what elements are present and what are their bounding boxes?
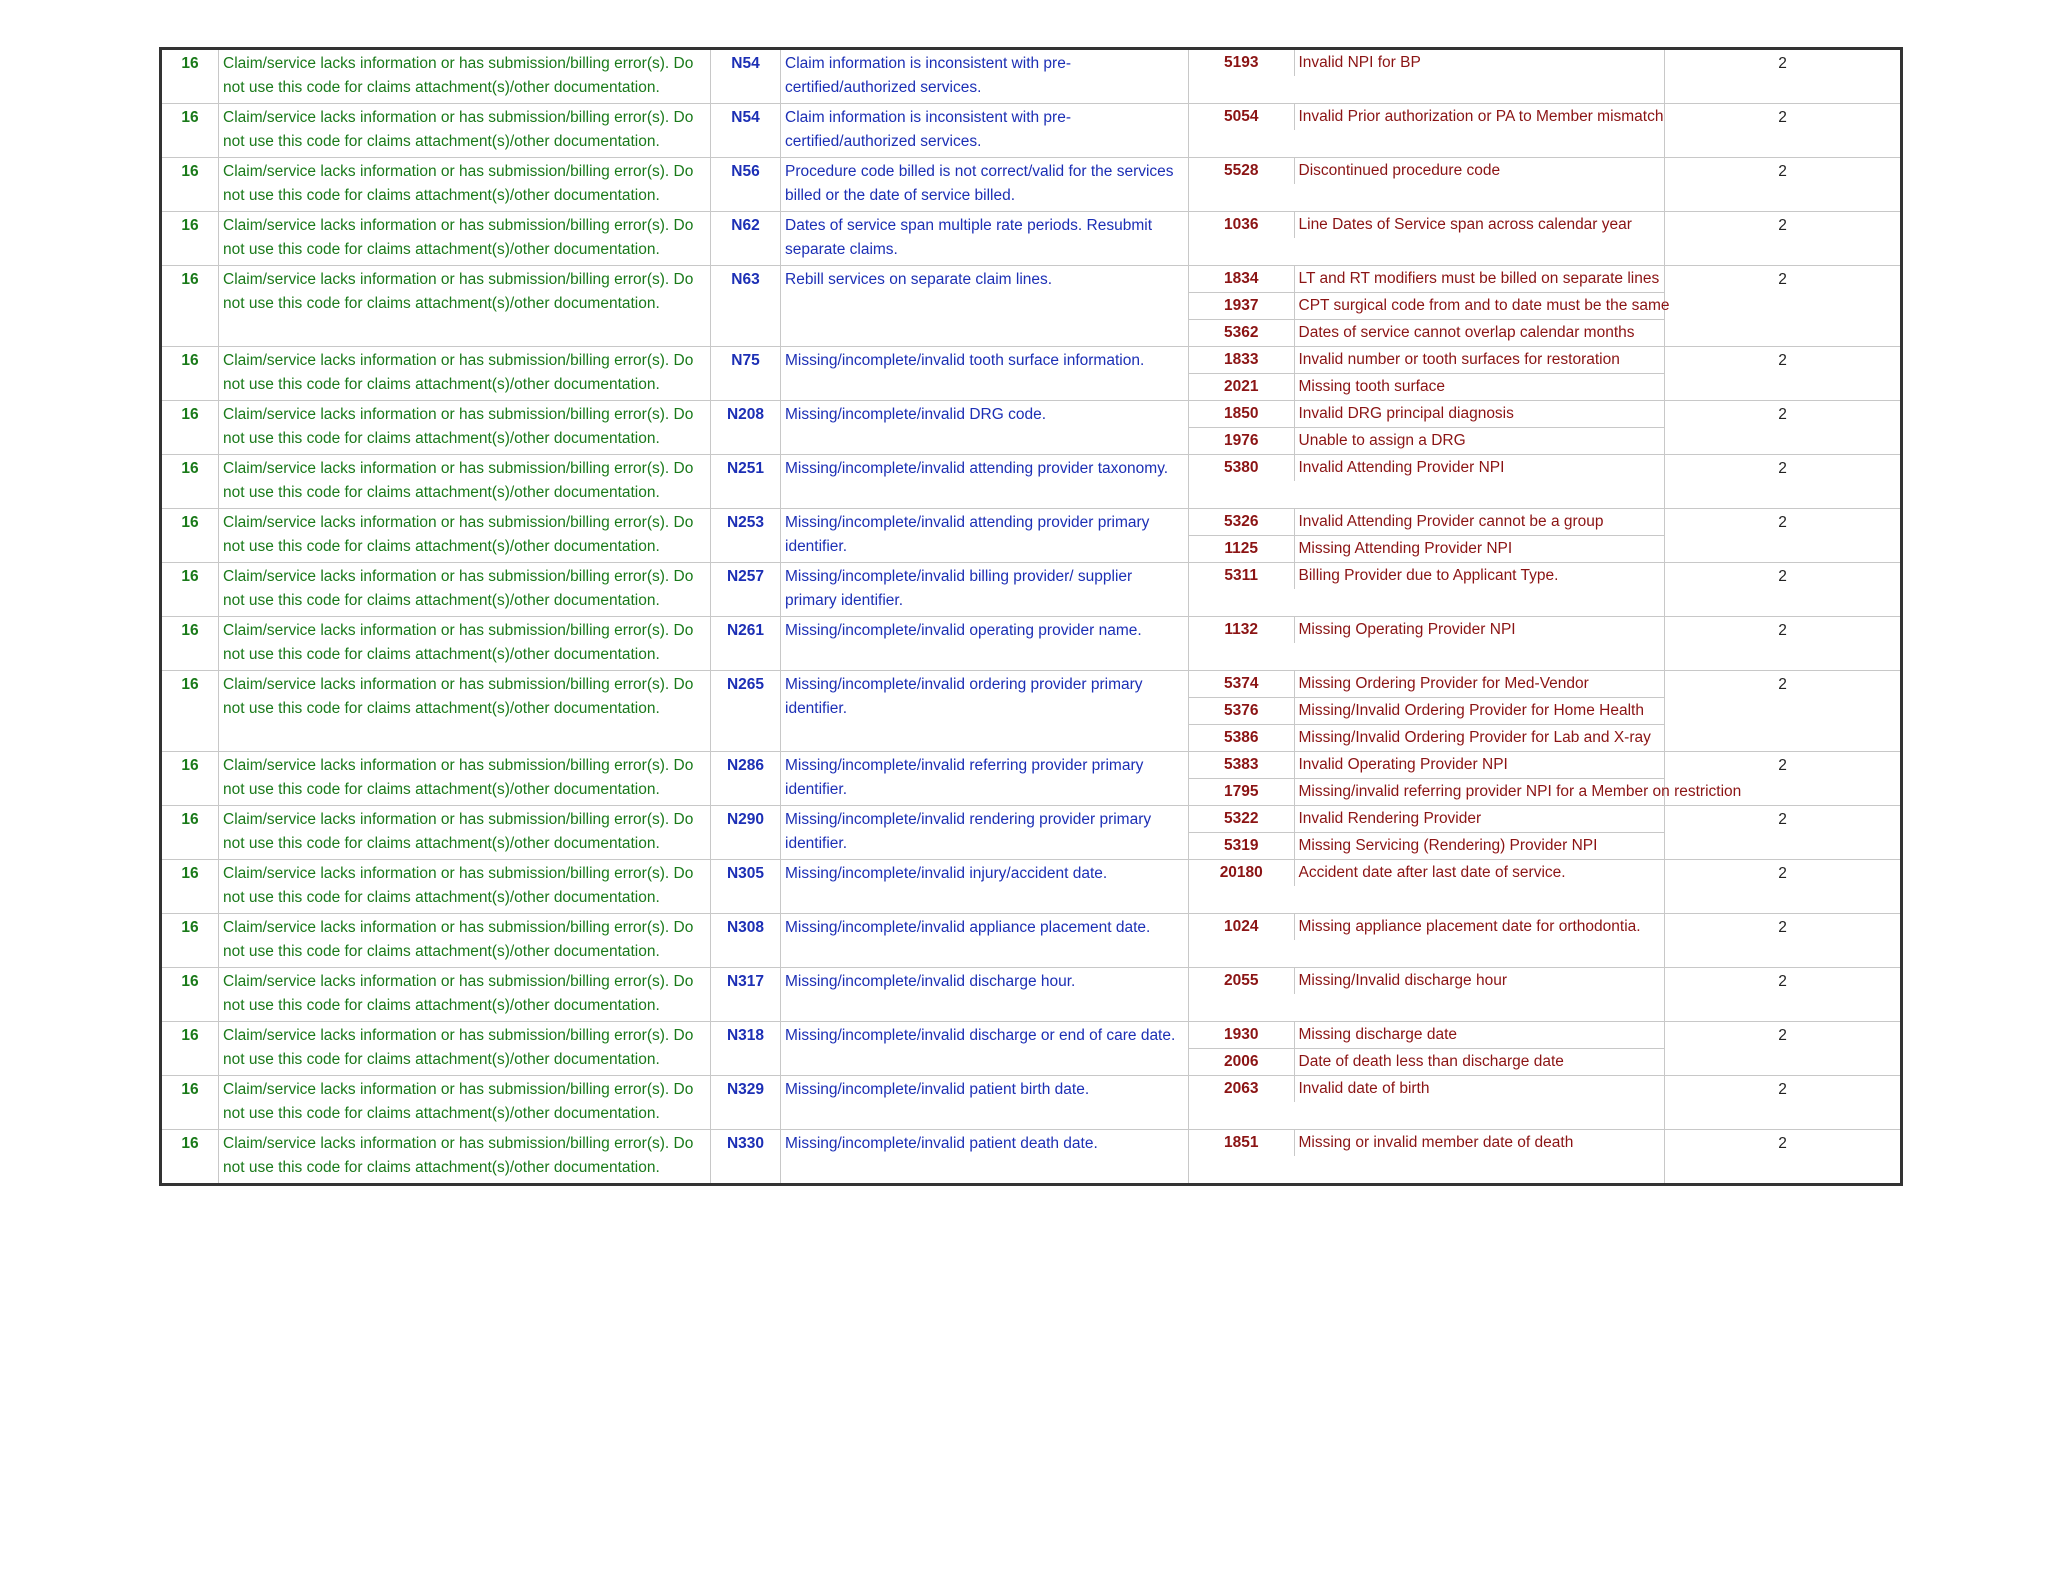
edit-item (1189, 779, 1664, 806)
rarc-code: N305 (711, 860, 781, 914)
rarc-code: N54 (711, 49, 781, 104)
edit-list-cell (1189, 752, 1742, 806)
group-code: 2 (1665, 49, 1902, 104)
edit-item (1189, 806, 1664, 833)
edit-description: Invalid Attending Provider NPI (1298, 459, 1505, 476)
edit-description: Missing or invalid member date of death (1298, 1134, 1574, 1151)
edit-list (1189, 806, 1664, 859)
edit-code: 1851 (1189, 1130, 1294, 1156)
carc-code: 16 (161, 617, 219, 671)
carc-description: Claim/service lacks information or has submission/billing error(s). Do not use this code for claims attachment(s)/other documentation. (219, 104, 711, 158)
carc-description: Claim/service lacks information or has submission/billing error(s). Do not use this code for claims attachment(s)/other documentation. (219, 158, 711, 212)
edit-item (1189, 1130, 1664, 1156)
edit-item (1189, 698, 1664, 725)
edit-code: 5319 (1189, 833, 1294, 860)
edit-list (1189, 104, 1664, 130)
carc-description: Claim/service lacks information or has submission/billing error(s). Do not use this code for claims attachment(s)/other documentation. (219, 806, 711, 860)
carc-description: Claim/service lacks information or has submission/billing error(s). Do not use this code for claims attachment(s)/other documentation. (219, 914, 711, 968)
edit-list (1189, 671, 1664, 751)
edit-list-cell (1189, 968, 1665, 1022)
edit-list (1189, 401, 1664, 454)
carc-description: Claim/service lacks information or has submission/billing error(s). Do not use this code for claims attachment(s)/other documentation. (219, 455, 711, 509)
carc-description: Claim/service lacks information or has submission/billing error(s). Do not use this code for claims attachment(s)/other documentation. (219, 212, 711, 266)
edit-item (1189, 455, 1664, 481)
group-code: 2 (1665, 104, 1902, 158)
edit-code: 1795 (1189, 779, 1294, 806)
edit-list-cell (1189, 509, 1665, 563)
edit-code: 1125 (1189, 536, 1294, 563)
rarc-code: N318 (711, 1022, 781, 1076)
edit-code: 5362 (1189, 320, 1294, 347)
carc-code: 16 (161, 455, 219, 509)
edit-item (1189, 212, 1664, 238)
edit-code: 2063 (1189, 1076, 1294, 1102)
table-row (161, 752, 1902, 806)
carc-code: 16 (161, 212, 219, 266)
edit-code: 5386 (1189, 725, 1294, 752)
edit-list (1189, 347, 1664, 400)
carc-code: 16 (161, 806, 219, 860)
edit-list-cell (1189, 347, 1665, 401)
group-code: 2 (1665, 158, 1902, 212)
table-row (161, 104, 1902, 158)
edit-list (1189, 509, 1664, 562)
edit-code: 2021 (1189, 374, 1294, 401)
table-row (161, 1130, 1902, 1185)
edit-item (1189, 266, 1664, 293)
table-row (161, 347, 1902, 401)
table-row (161, 509, 1902, 563)
rarc-description: Missing/incomplete/invalid rendering provider primary identifier. (781, 806, 1189, 860)
rarc-description: Missing/incomplete/invalid DRG code. (781, 401, 1189, 455)
carc-code: 16 (161, 401, 219, 455)
edit-description: Billing Provider due to Applicant Type. (1298, 567, 1559, 584)
edit-list (1189, 158, 1664, 184)
rarc-code: N208 (711, 401, 781, 455)
edit-item (1189, 293, 1664, 320)
carc-code: 16 (161, 563, 219, 617)
edit-item (1189, 374, 1664, 401)
rarc-code: N265 (711, 671, 781, 752)
carc-description: Claim/service lacks information or has submission/billing error(s). Do not use this code for claims attachment(s)/other documentation. (219, 671, 711, 752)
rarc-code: N330 (711, 1130, 781, 1185)
carc-description: Claim/service lacks information or has submission/billing error(s). Do not use this code for claims attachment(s)/other documentation. (219, 266, 711, 347)
rarc-description: Missing/incomplete/invalid ordering provider primary identifier. (781, 671, 1189, 752)
edit-code: 1937 (1189, 293, 1294, 320)
table-row (161, 401, 1902, 455)
edit-item (1189, 104, 1664, 130)
group-code: 2 (1665, 617, 1902, 671)
rarc-description: Missing/incomplete/invalid discharge hour. (781, 968, 1189, 1022)
edit-code: 5374 (1189, 671, 1294, 698)
carc-code: 16 (161, 509, 219, 563)
edit-item (1189, 158, 1664, 184)
edit-description: Missing Operating Provider NPI (1298, 621, 1516, 638)
rarc-code: N308 (711, 914, 781, 968)
edit-code: 1132 (1189, 617, 1294, 643)
edit-list (1189, 1076, 1664, 1102)
group-code: 2 (1665, 455, 1902, 509)
group-code: 2 (1665, 266, 1902, 347)
edit-list-cell (1189, 671, 1665, 752)
carc-code: 16 (161, 49, 219, 104)
edit-item (1189, 347, 1664, 374)
edit-code: 20180 (1189, 860, 1294, 886)
carc-description: Claim/service lacks information or has submission/billing error(s). Do not use this code for claims attachment(s)/other documentation. (219, 968, 711, 1022)
rarc-description: Missing/incomplete/invalid attending provider taxonomy. (781, 455, 1189, 509)
edit-description: Missing appliance placement date for orthodontia. (1298, 918, 1641, 935)
edit-item (1189, 617, 1664, 643)
edit-item (1189, 833, 1664, 860)
edit-description: Discontinued procedure code (1298, 162, 1501, 179)
rarc-code: N329 (711, 1076, 781, 1130)
group-code: 2 (1665, 347, 1902, 401)
rarc-description: Dates of service span multiple rate periods. Resubmit separate claims. (781, 212, 1189, 266)
edit-description: Line Dates of Service span across calendar year (1298, 216, 1632, 233)
edit-list-cell (1189, 104, 1665, 158)
carc-code: 16 (161, 104, 219, 158)
edit-description: Invalid Prior authorization or PA to Member mismatch (1298, 108, 1664, 125)
rarc-code: N251 (711, 455, 781, 509)
edit-list-cell (1189, 563, 1665, 617)
edit-item (1189, 401, 1664, 428)
edit-list (1189, 563, 1664, 589)
edit-code: 1834 (1189, 266, 1294, 293)
edit-description: Missing tooth surface (1298, 378, 1445, 395)
carc-code: 16 (161, 266, 219, 347)
group-code: 2 (1665, 1130, 1902, 1185)
carc-description: Claim/service lacks information or has submission/billing error(s). Do not use this code for claims attachment(s)/other documentation. (219, 752, 711, 806)
edit-list-cell (1189, 617, 1665, 671)
rarc-code: N286 (711, 752, 781, 806)
denial-code-crosswalk-table (159, 47, 1903, 1186)
edit-description: Missing/Invalid Ordering Provider for Lab and X-ray (1298, 729, 1651, 746)
rarc-code: N62 (711, 212, 781, 266)
carc-description: Claim/service lacks information or has submission/billing error(s). Do not use this code for claims attachment(s)/other documentation. (219, 1022, 711, 1076)
edit-list-cell (1189, 212, 1665, 266)
edit-list-cell (1189, 1022, 1665, 1076)
edit-item (1189, 671, 1664, 698)
edit-item (1189, 563, 1664, 589)
group-code: 2 (1665, 563, 1902, 617)
table-row (161, 617, 1902, 671)
edit-list-cell (1189, 455, 1665, 509)
carc-description: Claim/service lacks information or has submission/billing error(s). Do not use this code for claims attachment(s)/other documentation. (219, 1076, 711, 1130)
edit-item (1189, 1076, 1664, 1102)
rarc-description: Rebill services on separate claim lines. (781, 266, 1189, 347)
edit-description: Missing Ordering Provider for Med-Vendor (1294, 671, 1664, 698)
table-row (161, 266, 1902, 347)
edit-description: Missing Servicing (Rendering) Provider NPI (1298, 837, 1598, 854)
rarc-description: Missing/incomplete/invalid patient birth date. (781, 1076, 1189, 1130)
table-row (161, 671, 1902, 752)
edit-code: 1850 (1189, 401, 1294, 428)
table-row (161, 1076, 1902, 1130)
table-row (161, 49, 1902, 104)
edit-item (1189, 509, 1664, 536)
edit-description: Invalid DRG principal diagnosis (1294, 401, 1664, 428)
edit-list (1189, 914, 1664, 940)
carc-description: Claim/service lacks information or has submission/billing error(s). Do not use this code for claims attachment(s)/other documentation. (219, 860, 711, 914)
group-code: 2 (1665, 860, 1902, 914)
edit-item (1189, 428, 1664, 455)
group-code: 2 (1665, 968, 1902, 1022)
edit-description: Missing/Invalid discharge hour (1298, 972, 1507, 989)
table-row (161, 1022, 1902, 1076)
edit-list (1189, 617, 1664, 643)
rarc-description: Claim information is inconsistent with pre-certified/authorized services. (781, 49, 1189, 104)
edit-description: LT and RT modifiers must be billed on separate lines (1294, 266, 1664, 293)
edit-list-cell (1189, 266, 1670, 347)
edit-code: 1036 (1189, 212, 1294, 238)
edit-list (1189, 455, 1664, 481)
rarc-description: Claim information is inconsistent with pre-certified/authorized services. (781, 104, 1189, 158)
table-row (161, 212, 1902, 266)
edit-code: 2006 (1189, 1049, 1294, 1076)
edit-description: Invalid Attending Provider cannot be a group (1294, 509, 1664, 536)
group-code: 2 (1665, 914, 1902, 968)
rarc-code: N317 (711, 968, 781, 1022)
edit-description: Invalid number or tooth surfaces for restoration (1294, 347, 1664, 374)
edit-description: Dates of service cannot overlap calendar months (1298, 324, 1635, 341)
carc-description: Claim/service lacks information or has submission/billing error(s). Do not use this code for claims attachment(s)/other documentation. (219, 509, 711, 563)
edit-description: CPT surgical code from and to date must be the same (1294, 293, 1664, 320)
edit-list (1189, 1130, 1664, 1156)
edit-item (1189, 1049, 1664, 1076)
rarc-description: Procedure code billed is not correct/valid for the services billed or the date of service billed. (781, 158, 1189, 212)
edit-list (1189, 968, 1664, 994)
edit-description: Accident date after last date of service. (1298, 864, 1566, 881)
rarc-code: N63 (711, 266, 781, 347)
edit-item (1189, 968, 1664, 994)
carc-description: Claim/service lacks information or has submission/billing error(s). Do not use this code for claims attachment(s)/other documentation. (219, 1130, 711, 1185)
carc-code: 16 (161, 347, 219, 401)
carc-code: 16 (161, 158, 219, 212)
group-code: 2 (1665, 401, 1902, 455)
group-code: 2 (1665, 212, 1902, 266)
edit-description: Invalid Operating Provider NPI (1294, 752, 1664, 779)
rarc-description: Missing/incomplete/invalid patient death date. (781, 1130, 1189, 1185)
edit-item (1189, 1022, 1664, 1049)
carc-code: 16 (161, 752, 219, 806)
edit-item (1189, 860, 1664, 886)
group-code: 2 (1665, 1022, 1902, 1076)
edit-code: 5193 (1189, 50, 1294, 76)
edit-list-cell (1189, 158, 1665, 212)
rarc-code: N54 (711, 104, 781, 158)
edit-description: Missing/Invalid Ordering Provider for Home Health (1294, 698, 1664, 725)
rarc-code: N261 (711, 617, 781, 671)
edit-code: 2055 (1189, 968, 1294, 994)
edit-description: Invalid NPI for BP (1298, 54, 1421, 71)
edit-description: Missing discharge date (1294, 1022, 1664, 1049)
rarc-description: Missing/incomplete/invalid billing provider/ supplier primary identifier. (781, 563, 1189, 617)
carc-description: Claim/service lacks information or has submission/billing error(s). Do not use this code for claims attachment(s)/other documentation. (219, 401, 711, 455)
rarc-code: N75 (711, 347, 781, 401)
rarc-description: Missing/incomplete/invalid operating provider name. (781, 617, 1189, 671)
edit-item (1189, 725, 1664, 752)
table-row (161, 563, 1902, 617)
edit-list (1189, 752, 1742, 805)
edit-list (1189, 50, 1664, 76)
table-body (161, 49, 1902, 1185)
table-row (161, 455, 1902, 509)
carc-description: Claim/service lacks information or has submission/billing error(s). Do not use this code for claims attachment(s)/other documentation. (219, 617, 711, 671)
edit-code: 5383 (1189, 752, 1294, 779)
edit-code: 5528 (1189, 158, 1294, 184)
group-code: 2 (1665, 1076, 1902, 1130)
edit-list (1189, 860, 1664, 886)
edit-code: 5322 (1189, 806, 1294, 833)
edit-list-cell (1189, 914, 1665, 968)
rarc-description: Missing/incomplete/invalid discharge or end of care date. (781, 1022, 1189, 1076)
carc-code: 16 (161, 860, 219, 914)
edit-code: 5380 (1189, 455, 1294, 481)
rarc-code: N257 (711, 563, 781, 617)
edit-description: Missing/invalid referring provider NPI for a Member on restriction (1298, 783, 1742, 800)
table-row (161, 158, 1902, 212)
table-row (161, 968, 1902, 1022)
carc-code: 16 (161, 1130, 219, 1185)
carc-code: 16 (161, 914, 219, 968)
edit-code: 1833 (1189, 347, 1294, 374)
rarc-description: Missing/incomplete/invalid injury/accident date. (781, 860, 1189, 914)
rarc-code: N56 (711, 158, 781, 212)
edit-code: 5054 (1189, 104, 1294, 130)
rarc-code: N290 (711, 806, 781, 860)
edit-code: 5326 (1189, 509, 1294, 536)
edit-item (1189, 50, 1664, 76)
edit-list-cell (1189, 1130, 1665, 1185)
edit-list (1189, 266, 1670, 346)
edit-description: Invalid date of birth (1298, 1080, 1430, 1097)
group-code: 2 (1665, 752, 1902, 806)
rarc-description: Missing/incomplete/invalid appliance placement date. (781, 914, 1189, 968)
edit-list-cell (1189, 49, 1665, 104)
table-row (161, 806, 1902, 860)
edit-description: Unable to assign a DRG (1298, 432, 1466, 449)
group-code: 2 (1665, 671, 1902, 752)
edit-description: Missing Attending Provider NPI (1298, 540, 1513, 557)
edit-code: 1976 (1189, 428, 1294, 455)
table-row (161, 860, 1902, 914)
edit-list-cell (1189, 860, 1665, 914)
carc-description: Claim/service lacks information or has submission/billing error(s). Do not use this code for claims attachment(s)/other documentation. (219, 563, 711, 617)
edit-item (1189, 914, 1664, 940)
table-row (161, 914, 1902, 968)
edit-description: Date of death less than discharge date (1298, 1053, 1564, 1070)
carc-code: 16 (161, 968, 219, 1022)
rarc-description: Missing/incomplete/invalid referring provider primary identifier. (781, 752, 1189, 806)
edit-item (1189, 752, 1664, 779)
edit-list-cell (1189, 401, 1665, 455)
edit-list-cell (1189, 1076, 1665, 1130)
rarc-code: N253 (711, 509, 781, 563)
carc-code: 16 (161, 1076, 219, 1130)
carc-description: Claim/service lacks information or has submission/billing error(s). Do not use this code for claims attachment(s)/other documentation. (219, 347, 711, 401)
carc-code: 16 (161, 671, 219, 752)
edit-list-cell (1189, 806, 1665, 860)
group-code: 2 (1665, 509, 1902, 563)
rarc-description: Missing/incomplete/invalid attending provider primary identifier. (781, 509, 1189, 563)
edit-list (1189, 1022, 1664, 1075)
carc-description: Claim/service lacks information or has submission/billing error(s). Do not use this code for claims attachment(s)/other documentation. (219, 49, 711, 104)
edit-code: 1930 (1189, 1022, 1294, 1049)
edit-code: 5376 (1189, 698, 1294, 725)
rarc-description: Missing/incomplete/invalid tooth surface information. (781, 347, 1189, 401)
edit-item (1189, 536, 1664, 563)
edit-code: 1024 (1189, 914, 1294, 940)
edit-code: 5311 (1189, 563, 1294, 589)
edit-item (1189, 320, 1664, 347)
group-code: 2 (1665, 806, 1902, 860)
carc-code: 16 (161, 1022, 219, 1076)
edit-list (1189, 212, 1664, 238)
edit-description: Invalid Rendering Provider (1294, 806, 1664, 833)
